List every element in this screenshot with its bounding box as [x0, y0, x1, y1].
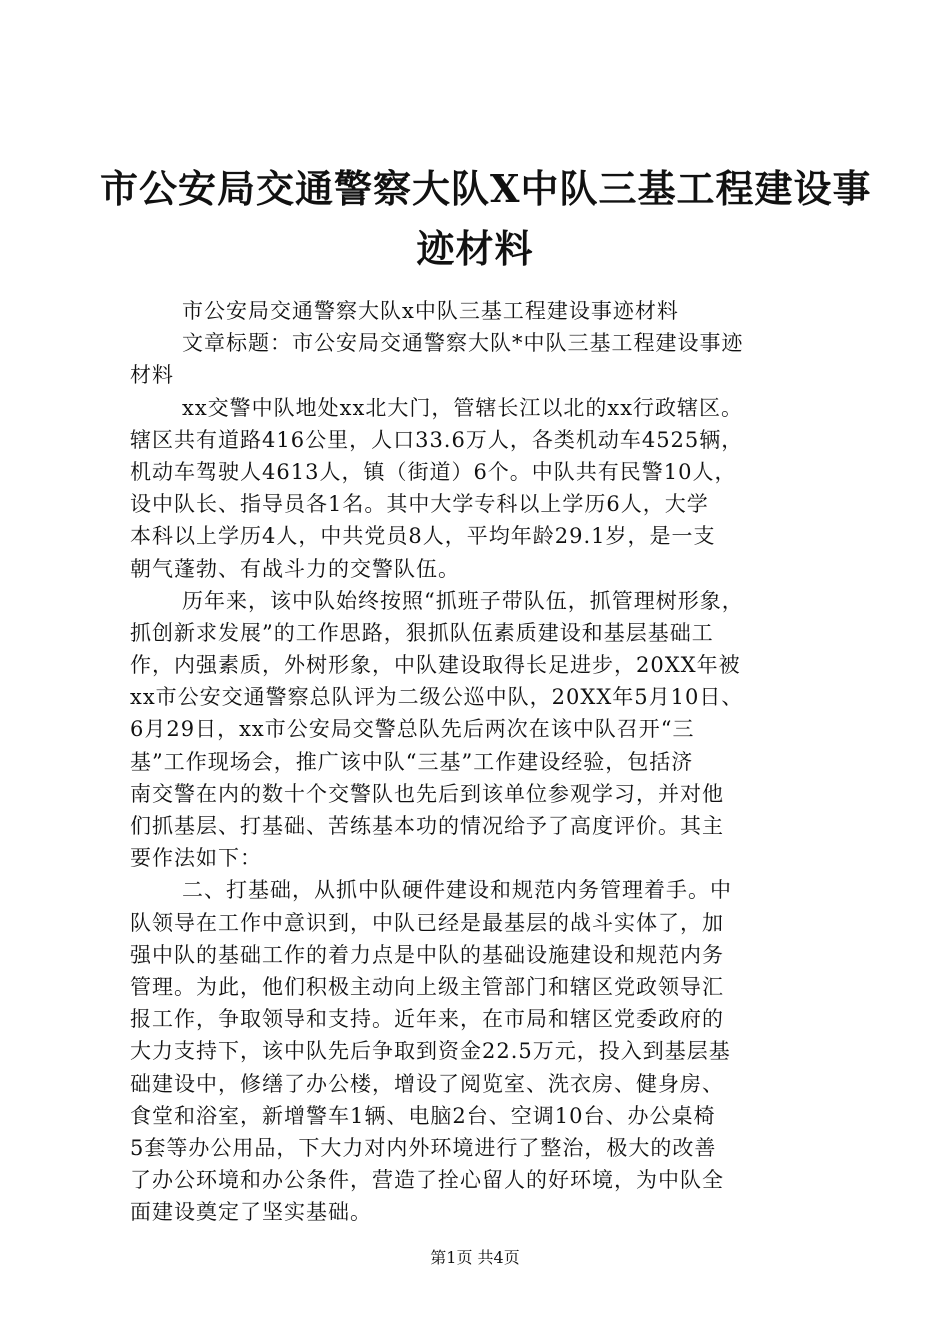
body-line: xx交警中队地处xx北大门，管辖长江以北的xx行政辖区。	[182, 395, 744, 420]
body-line: 5套等办公用品，下大力对内外环境进行了整治，极大的改善	[130, 1135, 717, 1160]
body-line: 二、打基础，从抓中队硬件建设和规范内务管理着手。中	[182, 878, 732, 903]
body-line: 机动车驾驶人4613人，镇（街道）6个。中队共有民警10人，	[130, 459, 737, 484]
body-line: 要作法如下：	[130, 846, 262, 871]
document-body	[130, 295, 845, 1228]
body-line: xx市公安交通警察总队评为二级公巡中队，20XX年5月10日、	[130, 685, 744, 710]
body-line: 材料	[130, 363, 174, 388]
body-line: 朝气蓬勃、有战斗力的交警队伍。	[130, 556, 460, 581]
body-line: 强中队的基础工作的着力点是中队的基础设施建设和规范内务	[130, 942, 724, 967]
body-line: 们抓基层、打基础、苦练基本功的情况给予了高度评价。其主	[130, 814, 724, 838]
body-line: 大力支持下，该中队先后争取到资金22.5万元，投入到基层基	[130, 1039, 731, 1064]
body-line: 南交警在内的数十个交警队也先后到该单位参观学习，并对他	[130, 781, 724, 806]
body-line: 队领导在工作中意识到，中队已经是最基层的战斗实体了，加	[130, 910, 724, 935]
body-line: 市公安局交通警察大队x中队三基工程建设事迹材料	[182, 299, 679, 323]
body-line: 面建设奠定了坚实基础。	[130, 1200, 372, 1225]
body-line: 基”工作现场会，推广该中队“三基”工作建设经验，包括济	[130, 749, 694, 774]
body-line: 管理。为此，他们积极主动向上级主管部门和辖区党政领导汇	[130, 974, 724, 999]
document-title-line-1: 市公安局交通警察大队X中队三基工程建设事	[100, 166, 872, 211]
body-line: 设中队长、指导员各1名。其中大学专科以上学历6人，大学	[130, 492, 709, 517]
body-line: 抓创新求发展”的工作思路，狠抓队伍素质建设和基层基础工	[130, 620, 714, 645]
body-line: 础建设中，修缮了办公楼，增设了阅览室、洗衣房、健身房、	[130, 1071, 724, 1096]
body-line: 报工作，争取领导和支持。近年来，在市局和辖区党委政府的	[130, 1007, 724, 1032]
page-footer: 第1页 共4页	[430, 1248, 520, 1267]
body-line: 6月29日，xx市公安局交警总队先后两次在该中队召开“三	[130, 717, 695, 742]
body-line: 历年来，该中队始终按照“抓班子带队伍，抓管理树形象，	[182, 588, 744, 613]
document-title-line-2: 迹材料	[416, 226, 534, 271]
body-line: 本科以上学历4人，中共党员8人，平均年龄29.1岁，是一支	[130, 524, 716, 549]
body-line: 辖区共有道路416公里，人口33.6万人，各类机动车4525辆，	[130, 427, 744, 452]
body-line: 食堂和浴室，新增警车1辆、电脑2台、空调10台、办公桌椅	[130, 1103, 716, 1128]
body-line: 了办公环境和办公条件，营造了拴心留人的好环境，为中队全	[130, 1168, 724, 1193]
body-line: 文章标题：市公安局交通警察大队*中队三基工程建设事迹	[182, 331, 744, 356]
body-line: 作，内强素质，外树形象，中队建设取得长足进步，20XX年被	[130, 653, 741, 678]
